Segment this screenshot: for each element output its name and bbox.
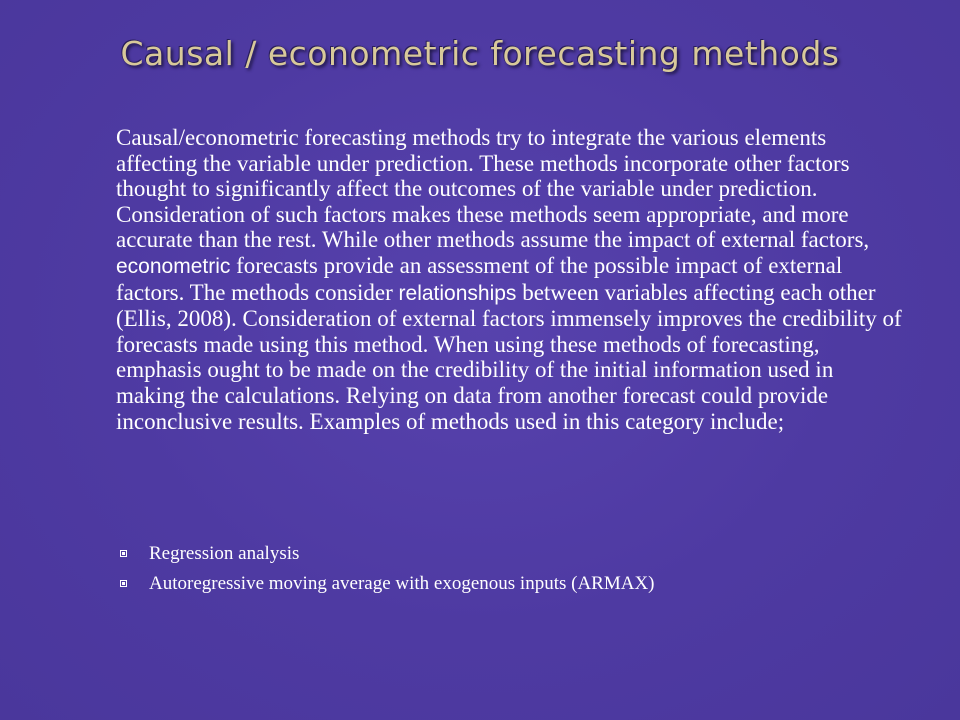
bullet-item bbox=[120, 571, 910, 601]
bullet-label: Regression analysis bbox=[149, 543, 300, 564]
bullet-label: Autoregressive moving average with exogenous inputs (ARMAX) bbox=[149, 573, 655, 594]
bullet-item bbox=[120, 541, 910, 571]
body-text-part-sans: relationships bbox=[398, 281, 517, 305]
square-bullet-icon bbox=[120, 580, 127, 587]
square-bullet-icon bbox=[120, 550, 127, 557]
slide-title: Causal / econometric forecasting methods bbox=[120, 34, 840, 73]
body-text-part: between variables affecting each other (Ellis, 2008). Consideration of external factors immensely improves the credibility of forecasts made using this method. When using these methods of forecasting, emphasis ought to be made on the credibility of the initial information used in making the calculations. Relying on data from another forecast could provide inconclusive results. Examples of methods used in this category include; bbox=[116, 279, 902, 434]
body-text-part: forecasts provide an assessment of the possible impact of external factors. The methods consider bbox=[116, 252, 843, 305]
body-text-part: Causal/econometric forecasting methods try to integrate the various elements affecting the variable under prediction. These methods incorporate other factors thought to significantly affect the outcomes of the variable under prediction. Consideration of such factors makes these methods seem appropriate, and more accurate than the rest. While other methods assume the impact of external factors, bbox=[116, 125, 870, 253]
body-text-part-sans: econometric bbox=[116, 254, 231, 278]
bullet-list bbox=[120, 541, 910, 601]
body-paragraph bbox=[116, 125, 906, 434]
